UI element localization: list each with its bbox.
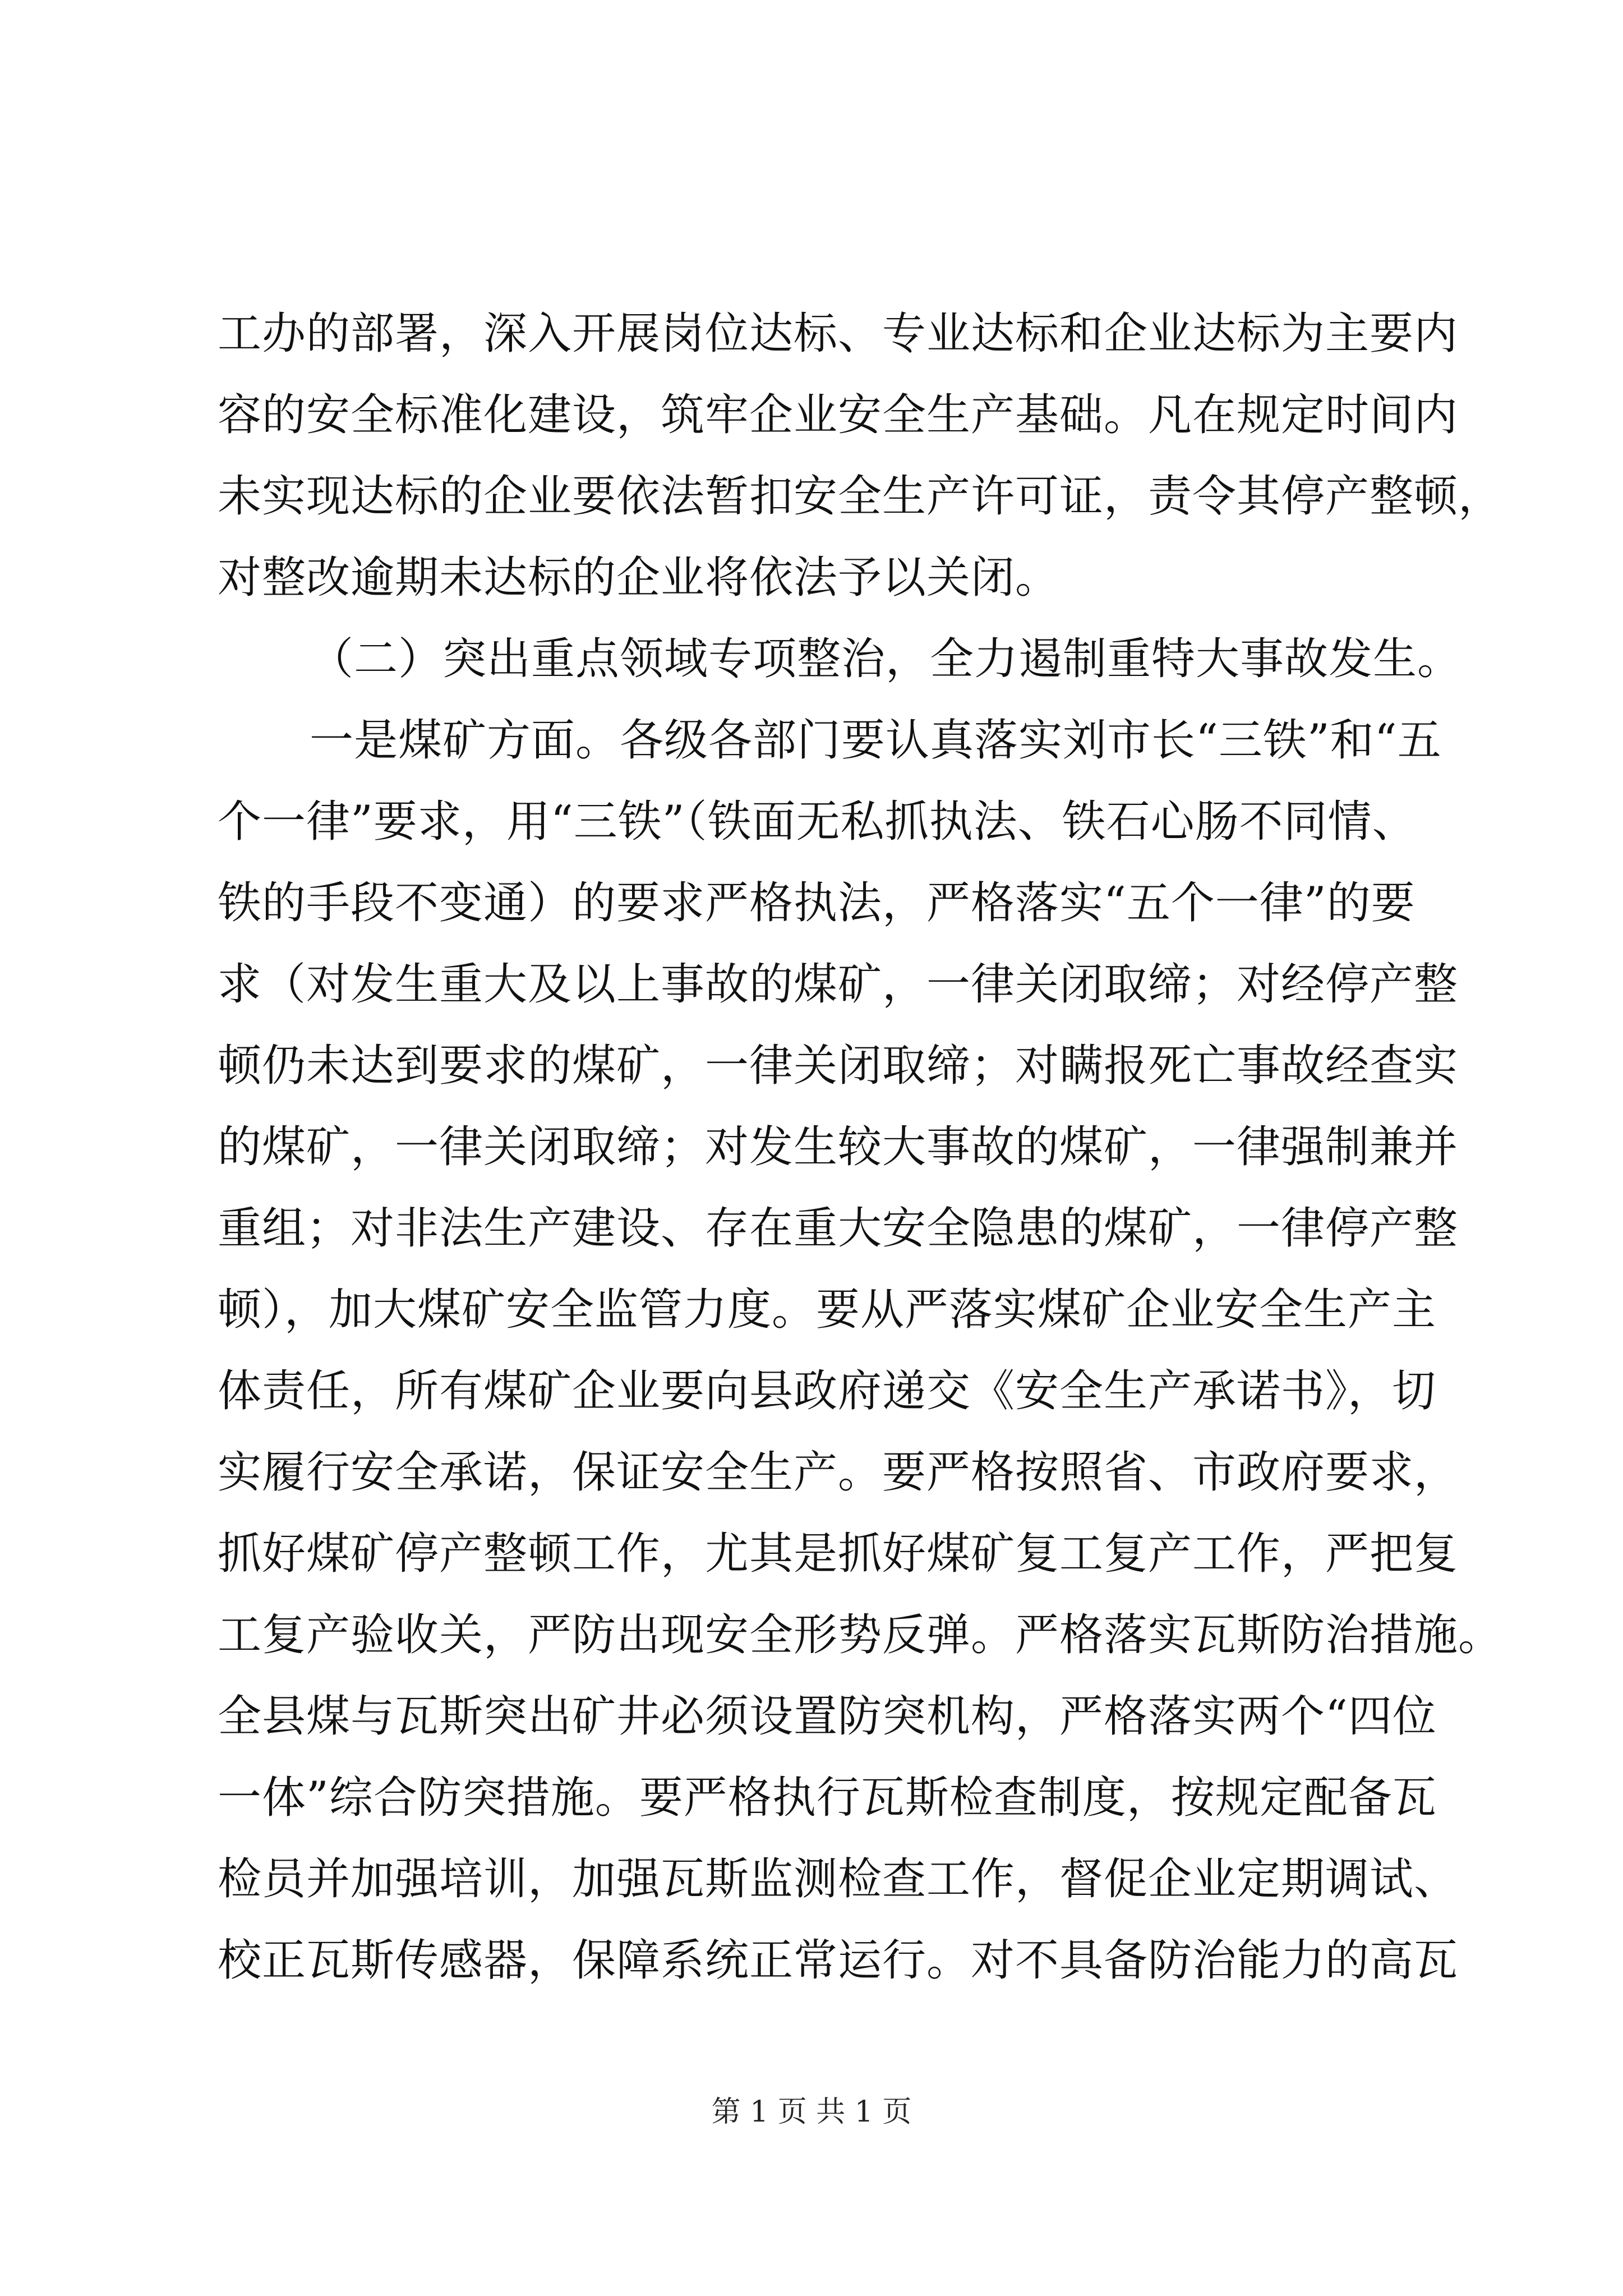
text-line-16: 抓好煤矿停产整顿工作，尤其是抓好煤矿复工复产工作，严把复 — [218, 1529, 1459, 1579]
paragraph-start-line: 一是煤矿方面。各级各部门要认真落实刘市长“三铁”和“五 — [310, 715, 1442, 766]
text-line-13: 顿），加大煤矿安全监管力度。要从严落实煤矿企业安全生产主 — [218, 1285, 1437, 1335]
text-line-15: 实履行安全承诺，保证安全生产。要严格按照省、市政府要求， — [218, 1447, 1459, 1498]
text-line-1: 工办的部署，深入开展岗位达标、专业达标和企业达标为主要内 — [218, 309, 1459, 359]
text-line-10: 顿仍未达到要求的煤矿，一律关闭取缔；对瞒报死亡事故经查实 — [218, 1041, 1459, 1091]
text-line-17: 工复产验收关，严防出现安全形势反弹。严格落实瓦斯防治措施。 — [218, 1610, 1503, 1660]
text-line-7: 个一律”要求，用“三铁”（铁面无私抓执法、铁石心肠不同情、 — [218, 797, 1417, 847]
text-line-4: 对整改逾期未达标的企业将依法予以关闭。 — [218, 553, 1060, 603]
page-number-footer: 第 1 页 共 1 页 — [711, 2095, 912, 2129]
text-line-14: 体责任，所有煤矿企业要向县政府递交《安全生产承诺书》，切 — [218, 1366, 1437, 1416]
text-line-19: 一体”综合防突措施。要严格执行瓦斯检查制度，按规定配备瓦 — [218, 1773, 1437, 1823]
text-line-8: 铁的手段不变通）的要求严格执法，严格落实“五个一律”的要 — [218, 878, 1415, 928]
text-line-2: 容的安全标准化建设，筑牢企业安全生产基础。凡在规定时间内 — [218, 390, 1459, 440]
section-heading: （二）突出重点领域专项整治，全力遏制重特大事故发生。 — [310, 634, 1462, 684]
text-line-12: 重组；对非法生产建设、存在重大安全隐患的煤矿，一律停产整 — [218, 1203, 1459, 1254]
text-line-11: 的煤矿，一律关闭取缔；对发生较大事故的煤矿，一律强制兼并 — [218, 1122, 1459, 1172]
text-line-3: 未实现达标的企业要依法暂扣安全生产许可证，责令其停产整顿， — [218, 471, 1503, 522]
text-line-20: 检员并加强培训，加强瓦斯监测检查工作，督促企业定期调试、 — [218, 1854, 1459, 1904]
text-line-18: 全县煤与瓦斯突出矿井必须设置防突机构，严格落实两个“四位 — [218, 1691, 1437, 1742]
text-line-9: 求（对发生重大及以上事故的煤矿，一律关闭取缔；对经停产整 — [218, 959, 1459, 1010]
text-line-21: 校正瓦斯传感器，保障系统正常运行。对不具备防治能力的高瓦 — [218, 1935, 1459, 1986]
